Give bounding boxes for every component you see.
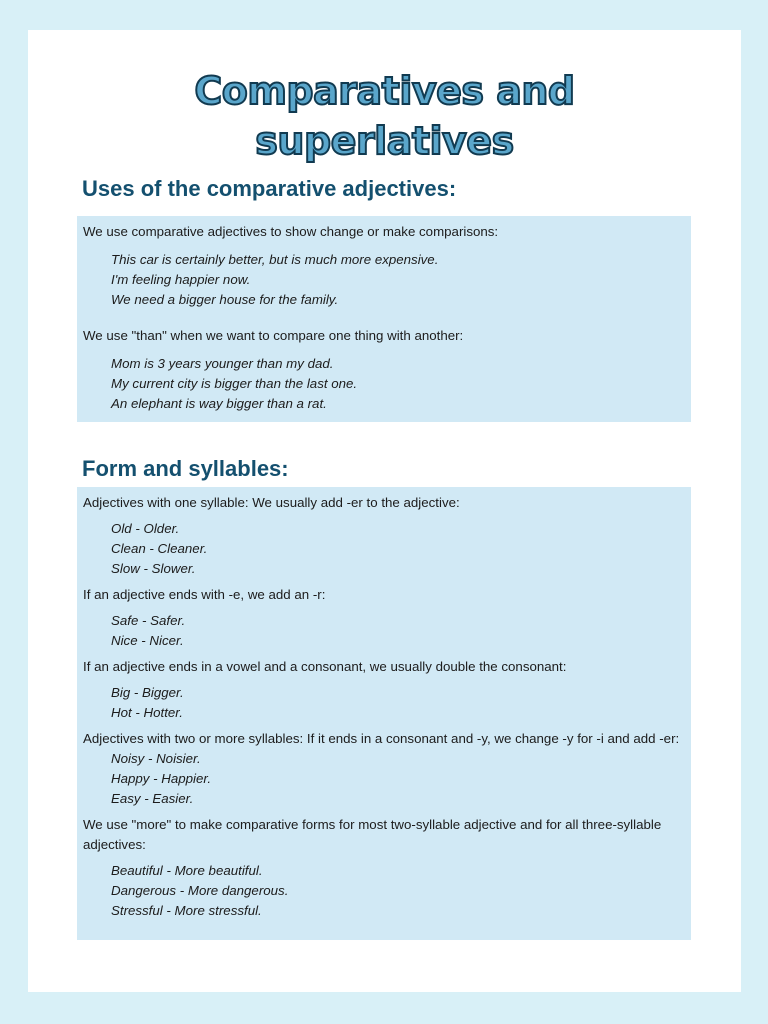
example-line: Easy - Easier. bbox=[111, 791, 194, 806]
section-uses-heading: Uses of the comparative adjectives: bbox=[82, 176, 457, 201]
example-line: Slow - Slower. bbox=[111, 561, 196, 576]
title-line-1: Comparatives and bbox=[194, 69, 575, 113]
uses-intro-2: We use "than" when we want to compare one thing with another: bbox=[83, 328, 464, 343]
example-line: Noisy - Noisier. bbox=[111, 751, 201, 766]
example-line: Safe - Safer. bbox=[111, 613, 186, 628]
example-line: Old - Older. bbox=[111, 521, 180, 536]
title-line-2: superlatives bbox=[255, 119, 514, 163]
example-line: I'm feeling happier now. bbox=[111, 272, 251, 287]
section-form-heading: Form and syllables: bbox=[82, 456, 289, 481]
example-line: Beautiful - More beautiful. bbox=[111, 863, 263, 878]
example-line: My current city is bigger than the last one. bbox=[111, 376, 358, 391]
example-line: An elephant is way bigger than a rat. bbox=[111, 396, 327, 411]
rule-text: If an adjective ends in a vowel and a consonant, we usually double the consonant: bbox=[83, 659, 567, 674]
uses-info-box bbox=[77, 216, 691, 422]
rule-text: Adjectives with one syllable: We usually add -er to the adjective: bbox=[83, 495, 460, 510]
example-line: Dangerous - More dangerous. bbox=[111, 883, 289, 898]
example-line: We need a bigger house for the family. bbox=[111, 292, 339, 307]
form-info-box bbox=[77, 487, 691, 940]
example-line: Big - Bigger. bbox=[111, 685, 184, 700]
example-line: Hot - Hotter. bbox=[111, 705, 183, 720]
example-line: Clean - Cleaner. bbox=[111, 541, 208, 556]
worksheet-page bbox=[28, 30, 741, 992]
page-title bbox=[28, 66, 741, 166]
example-line: Nice - Nicer. bbox=[111, 633, 184, 648]
uses-intro-1: We use comparative adjectives to show change or make comparisons: bbox=[83, 224, 499, 239]
example-line: This car is certainly better, but is much more expensive. bbox=[111, 252, 439, 267]
rule-text: Adjectives with two or more syllables: If it ends in a consonant and -y, we change -y for -i and add -er: bbox=[83, 731, 680, 746]
rule-text: If an adjective ends with -e, we add an -r: bbox=[83, 587, 326, 602]
rule-text: We use "more" to make comparative forms for most two-syllable adjective and for all three-syllable adjectives: bbox=[83, 817, 662, 852]
example-line: Stressful - More stressful. bbox=[111, 903, 262, 918]
example-line: Happy - Happier. bbox=[111, 771, 212, 786]
example-line: Mom is 3 years younger than my dad. bbox=[111, 356, 334, 371]
